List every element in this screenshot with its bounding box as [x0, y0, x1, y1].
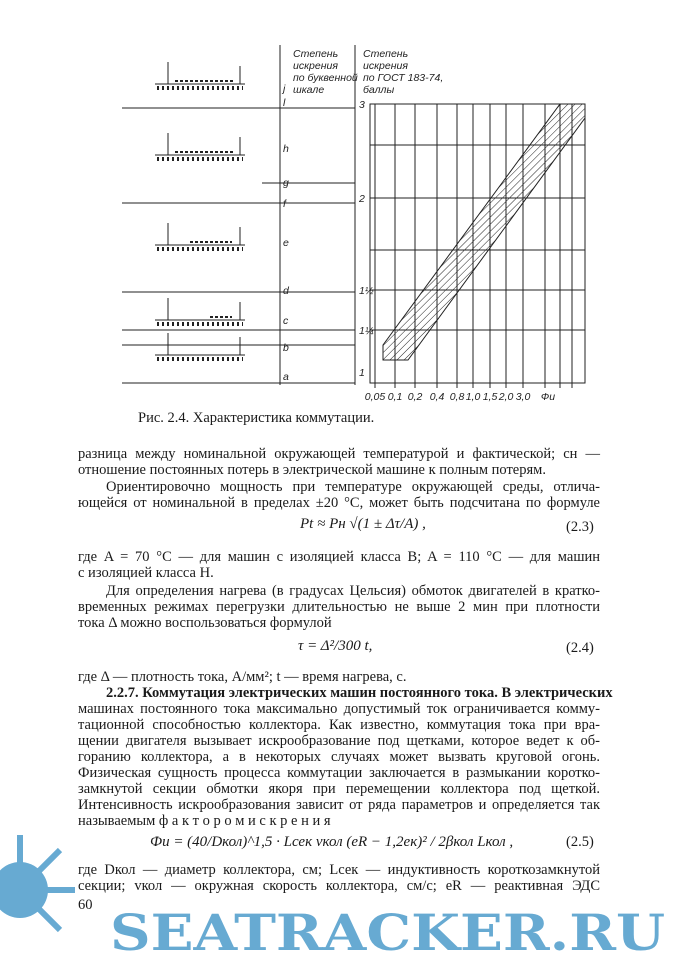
- text-line: временных режимах перегрузки длительностью не выше 2 мин при плотности: [78, 599, 600, 615]
- letter-label: c: [283, 315, 289, 327]
- grade-label: 1¼: [359, 325, 374, 337]
- letter-label: j: [283, 83, 286, 95]
- watermark-text: SEATRACKER.RU: [110, 903, 665, 953]
- equation-2-5: Фи = (40/Dкол)^1,5 · Lсек vкол (eR − 1,2eк)² / 2βкол Lкол ,: [150, 834, 514, 850]
- watermark-logo: [0, 830, 674, 953]
- text-line: где Δ — плотность тока, А/мм²; t — время нагрева, с.: [78, 669, 407, 685]
- x-tick-label: 0,8: [449, 391, 465, 403]
- grade-label: 2: [359, 193, 365, 205]
- x-axis-label: Фи: [540, 391, 556, 403]
- letter-label: h: [283, 143, 289, 155]
- grade-label: 1: [359, 367, 365, 379]
- letter-label: g: [283, 177, 289, 189]
- letter-scale-header: по буквенной: [293, 72, 358, 84]
- letter-label: a: [283, 371, 289, 383]
- text-line: машинах постоянного тока максимально допустимый ток ограничивается комму-: [78, 701, 600, 717]
- letter-scale-header: шкале: [293, 84, 325, 96]
- letter-label: d: [283, 285, 289, 297]
- letter-label: f: [283, 198, 286, 210]
- text-line: щении двигателя вызывает искрообразование под щетками, которое ведет к об-: [78, 733, 600, 749]
- brush-sketches: [155, 62, 245, 355]
- equation-number: (2.5): [566, 834, 594, 850]
- x-tick-label: 1,0: [465, 391, 481, 403]
- text-line: где Dкол — диаметр коллектора, см; Lсек — индуктивность короткозамкнутой: [78, 862, 600, 878]
- text-line: секции; vкол — окружная скорость коллектора, см/с; eR — реактивная ЭДС: [78, 878, 600, 894]
- text-line: Для определения нагрева (в градусах Цельсия) обмоток двигателей в кратко-: [106, 583, 600, 599]
- letter-label: l: [283, 97, 286, 109]
- x-tick-label: 3,0: [515, 391, 531, 403]
- x-tick-label: 0,4: [429, 391, 445, 403]
- text-line: отношение постоянных потерь в электрической машине к полным потерям.: [78, 462, 546, 478]
- text-line: ющейся от номинальной в пределах ±20 °C, может быть подсчитана по формуле: [78, 495, 600, 511]
- equation-2-3: Pt ≈ Pн √(1 ± Δτ/A) ,: [300, 516, 426, 532]
- letter-scale-header: искрения: [293, 60, 338, 72]
- letter-label: b: [283, 342, 289, 354]
- page-number: 60: [78, 897, 93, 913]
- equation-2-4: τ = Δ²/300 t,: [298, 638, 373, 654]
- letter-scale-header: Степень: [293, 48, 339, 60]
- section-heading-line: 2.2.7. Коммутация электрических машин постоянного тока. В электрических: [106, 685, 613, 701]
- gost-scale-header: по ГОСТ 183-74,: [363, 72, 444, 84]
- x-tick-label: 0,1: [387, 391, 403, 403]
- grade-label: 3: [359, 99, 365, 111]
- text-line: горанию коллектора, а в некоторых случаях может вызвать круговой огонь.: [78, 749, 600, 765]
- x-tick-label: 0,2: [407, 391, 423, 403]
- commutation-figure: [0, 0, 674, 405]
- x-tick-label: 2,0: [498, 391, 514, 403]
- grade-label: 1½: [359, 285, 374, 297]
- text-line: называемым ф а к т о р о м и с к р е н и я: [78, 813, 331, 829]
- text-line: Физическая сущность процесса коммутации заключается в размыкании коротко-: [78, 765, 600, 781]
- gost-scale-header: Степень: [363, 48, 409, 60]
- equation-number: (2.3): [566, 519, 594, 535]
- letter-label: e: [283, 237, 289, 249]
- text-line: Интенсивность искрообразования зависит от ряда параметров и определяется так: [78, 797, 600, 813]
- x-tick-label: 0,05: [364, 391, 386, 403]
- x-tick-label: 1,5: [482, 391, 498, 403]
- text-line: где A = 70 °C — для машин с изоляцией класса B; A = 110 °C — для машин: [78, 549, 600, 565]
- figure-caption: Рис. 2.4. Характеристика коммутации.: [138, 410, 375, 426]
- text-line: замкнутой секции обмотки якоря при перемещении коллектора под щеткой.: [78, 781, 600, 797]
- gost-scale-header: искрения: [363, 60, 408, 72]
- gost-scale-header: баллы: [363, 84, 395, 96]
- text-line: разница между номинальной окружающей температурой и фактической; cн —: [78, 446, 600, 462]
- text-line: с изоляцией класса H.: [78, 565, 214, 581]
- text-line: Ориентировочно мощность при температуре окружающей среды, отлича-: [106, 479, 600, 495]
- equation-number: (2.4): [566, 640, 594, 656]
- hatched-band: [383, 104, 585, 360]
- text-line: тока Δ можно воспользоваться формулой: [78, 615, 332, 631]
- text-line: тационной способностью коллектора. Как известно, коммутация тока при вра-: [78, 717, 600, 733]
